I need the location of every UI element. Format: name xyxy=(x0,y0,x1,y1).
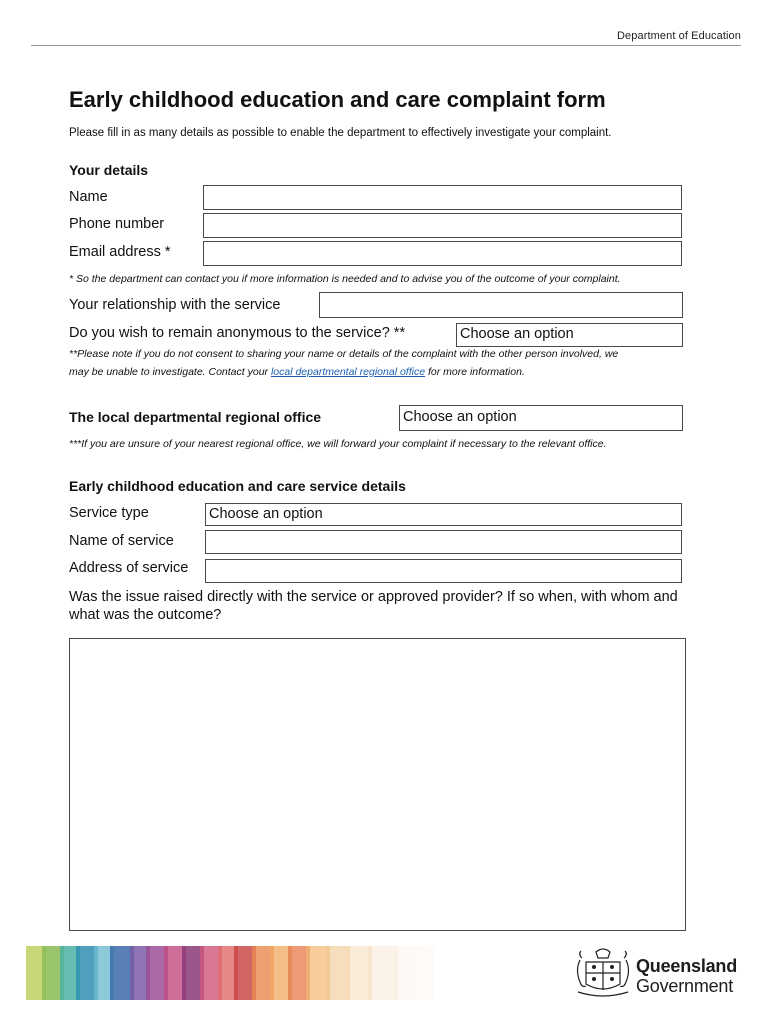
page-title: Early childhood education and care complaint form xyxy=(69,87,606,112)
anonymous-select[interactable]: Choose an option xyxy=(456,323,683,347)
regional-office-link[interactable]: local departmental regional office xyxy=(270,366,426,378)
relationship-label: Your relationship with the service xyxy=(69,297,281,313)
department-name: Department of Education xyxy=(617,30,741,42)
service-name-input[interactable] xyxy=(205,530,682,554)
service-type-select[interactable]: Choose an option xyxy=(205,503,682,526)
regional-office-select[interactable]: Choose an option xyxy=(399,405,683,431)
email-label: Email address * xyxy=(69,244,171,260)
issue-raised-answer[interactable] xyxy=(69,638,686,931)
anonymous-note-line-1: **Please note if you do not consent to sharing your name or details of the complaint with the other person involved, we xyxy=(69,348,619,360)
header-divider xyxy=(31,45,741,46)
regional-office-label: The local departmental regional office xyxy=(69,409,322,425)
anonymous-note-text-after: for more information. xyxy=(425,366,525,378)
regional-office-note: ***If you are unsure of your nearest regional office, we will forward your complaint if necessary to the relevant office. xyxy=(69,438,607,450)
your-details-heading: Your details xyxy=(69,162,149,178)
name-label: Name xyxy=(69,189,108,205)
relationship-input[interactable] xyxy=(319,292,683,318)
brand-line-2: Government xyxy=(636,976,734,996)
email-note: * So the department can contact you if more information is needed and to advise you of the outcome of your complaint. xyxy=(69,273,621,285)
footer-watercolour-band xyxy=(26,946,496,1000)
anonymous-note-text-before: may be unable to investigate. Contact your xyxy=(69,366,271,378)
brand-line-1: Queensland xyxy=(636,956,738,976)
phone-label: Phone number xyxy=(69,216,165,232)
watercolour-strokes xyxy=(26,946,496,1000)
intro-text: Please fill in as many details as possible to enable the department to effectively investigate your complaint. xyxy=(69,127,612,139)
service-name-label: Name of service xyxy=(69,533,174,549)
anonymous-note-line-2 xyxy=(69,363,525,381)
service-address-label: Address of service xyxy=(69,560,189,576)
anonymous-label: Do you wish to remain anonymous to the service? ** xyxy=(69,325,406,341)
service-address-input[interactable] xyxy=(205,559,682,583)
phone-input[interactable] xyxy=(203,213,682,238)
issue-raised-question: Was the issue raised directly with the service or approved provider? If so when, with whom and what was the outcome? xyxy=(69,589,678,623)
email-input[interactable] xyxy=(203,241,682,266)
service-details-heading: Early childhood education and care service details xyxy=(69,478,406,494)
name-input[interactable] xyxy=(203,185,682,210)
service-type-label: Service type xyxy=(69,505,149,521)
coat-of-arms-icon xyxy=(572,946,634,1000)
